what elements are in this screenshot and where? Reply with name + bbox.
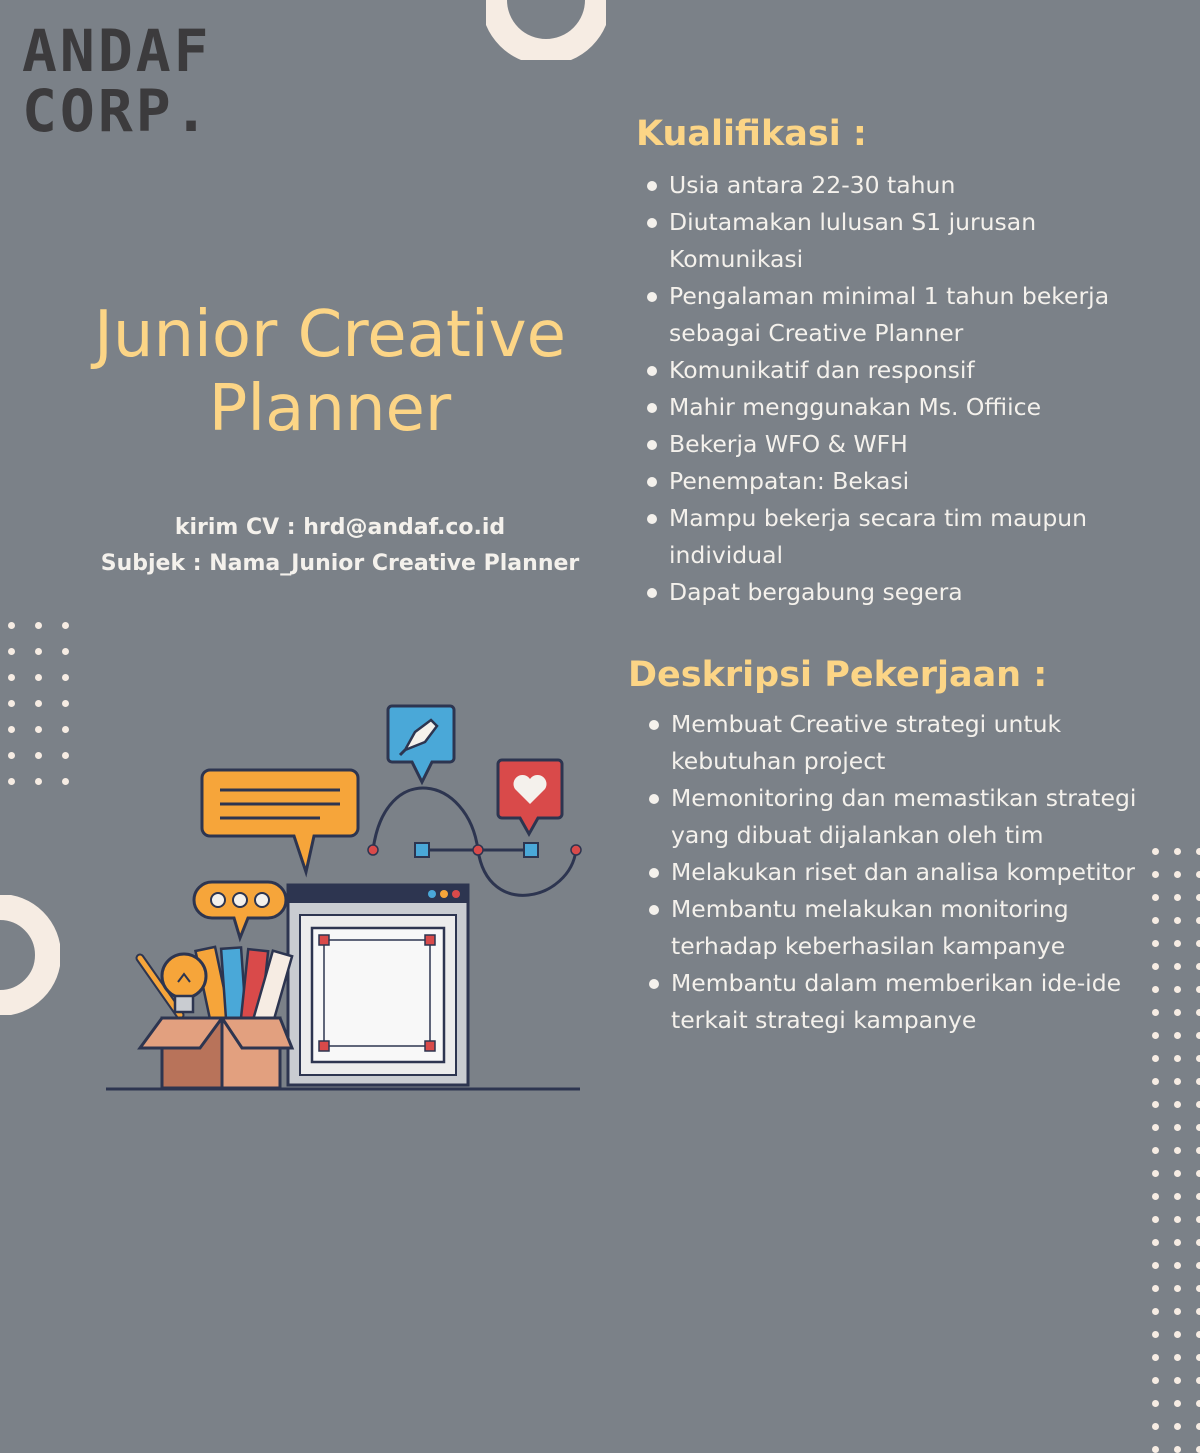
typing-bubble-icon: [194, 882, 286, 938]
list-item: Dapat bergabung segera: [647, 574, 1167, 611]
list-item: Komunikatif dan responsif: [647, 352, 1167, 389]
dot-grid-left: [8, 622, 69, 785]
logo-line-2: CORP.: [22, 77, 212, 145]
ring-decoration-right: [1166, 105, 1200, 230]
ring-decoration-top: [486, 0, 606, 60]
list-item: Penempatan: Bekasi: [647, 463, 1167, 500]
qualifications-list: [647, 167, 1167, 611]
list-item: Bekerja WFO & WFH: [647, 426, 1167, 463]
company-logo: [22, 17, 212, 145]
job-title-line-2: Planner: [208, 372, 452, 446]
dot-grid-right: [1152, 848, 1200, 1453]
pen-tool-icon: [388, 706, 454, 782]
logo-line-1: ANDAF: [22, 17, 212, 85]
email-subject-line: Subjek : Nama_Junior Creative Planner: [100, 551, 580, 576]
cv-email-line: kirim CV : hrd@andaf.co.id: [174, 515, 506, 540]
job-description-title: Deskripsi Pekerjaan :: [628, 655, 1048, 695]
list-item: Mampu bekerja secara tim maupun individual: [647, 500, 1167, 574]
browser-window-icon: [288, 885, 468, 1085]
job-title-line-1: Junior Creative: [94, 298, 566, 372]
job-title: [20, 298, 640, 446]
list-item: Diutamakan lulusan S1 jurusan Komunikasi: [647, 204, 1167, 278]
list-item: Usia antara 22-30 tahun: [647, 167, 1167, 204]
list-item: Pengalaman minimal 1 tahun bekerja sebagai Creative Planner: [647, 278, 1167, 352]
heart-icon: [498, 760, 562, 834]
list-item: Melakukan riset dan analisa kompetitor: [649, 854, 1149, 891]
list-item: Memonitoring dan memastikan strategi yang dibuat dijalankan oleh tim: [649, 780, 1149, 854]
list-item: Membantu dalam memberikan ide-ide terkait strategi kampanye: [649, 965, 1149, 1039]
list-item: Mahir menggunakan Ms. Offiice: [647, 389, 1167, 426]
qualifications-title: Kualifikasi :: [636, 114, 867, 154]
creative-illustration: [100, 700, 600, 1100]
ring-decoration-left: [0, 895, 60, 1015]
chat-bubble-icon: [202, 770, 358, 872]
box-icon: [140, 1018, 292, 1088]
contact-info: [60, 510, 620, 582]
list-item: Membuat Creative strategi untuk kebutuhan project: [649, 706, 1149, 780]
job-description-list: [649, 706, 1149, 1039]
list-item: Membantu melakukan monitoring terhadap keberhasilan kampanye: [649, 891, 1149, 965]
